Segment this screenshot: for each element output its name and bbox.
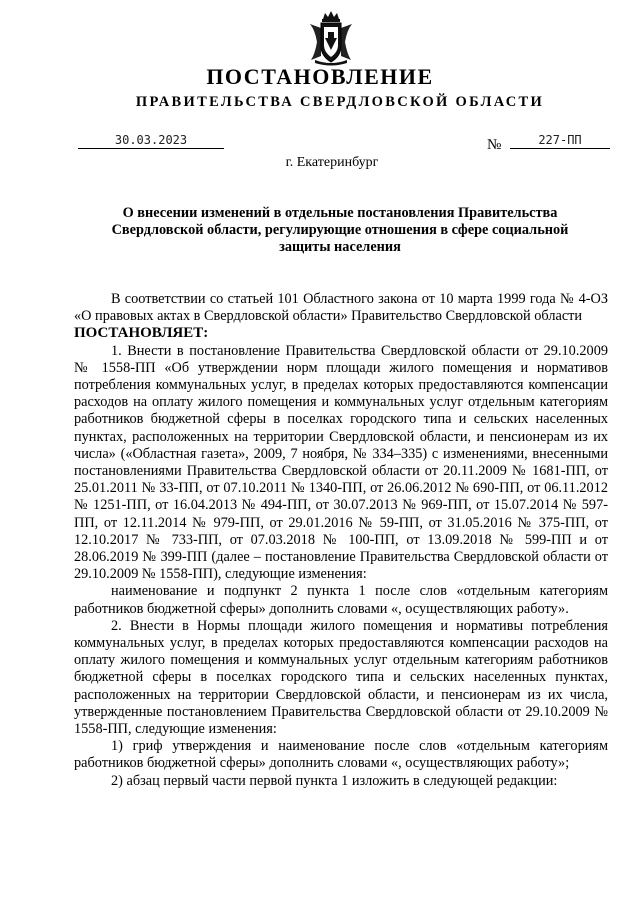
document-date: 30.03.2023 (78, 133, 224, 149)
paragraph-subitem-1: 1) гриф утверждения и наименование после слов «отдельным категориям работников бюджетной сферы» дополнить словами «, осуществляющих работу»; (74, 738, 608, 772)
document-heading: О внесении изменений в отдельные постановления Правительства Свердловской области, регулирующие отношения в сфере социальной защиты населения (111, 205, 569, 255)
document-number: 227-ПП (510, 133, 610, 149)
paragraph-item-2: 2. Внести в Нормы площади жилого помещения и нормативы потребления коммунальных услуг, в пределах которых предоставляются компенсации расходов на оплату жилого помещения и коммунальных услуг отдельным категориям работников бюджетной сферы в поселках городского типа и сельских населенных пунктах, расположенных на территории Свердловской области, и пенсионерам из их числа, утвержденные постановлением Правительства Свердловской области от 29.10.2009 № 1558-ПП, следующие изменения: (74, 617, 608, 738)
paragraph-preamble: В соответствии со статьей 101 Областного закона от 10 марта 1999 года № 4-ОЗ «О правовых актах в Свердловской области» Правительство Свердловской области (74, 291, 608, 325)
paragraph-item-1: 1. Внести в постановление Правительства Свердловской области от 29.10.2009 № 1558-ПП «Об утверждении норм площади жилого помещения и нормативов потребления коммунальных услуг, в пределах которых предоставляются компенсации расходов на оплату жилого помещения и коммунальных услуг отдельным категориям работников бюджетной сферы в поселках городского типа и сельских населенных пунктах, расположенных на территории Свердловской области, и пенсионерам из их числа» («Областная газета», 2009, 7 ноября, № 334–335) с изменениями, внесенными постановлениями Правительства Свердловской области от 20.11.2009 № 1681-ПП, от 25.01.2011 № 33-ПП, от 07.10.2011 № 1340-ПП, от 26.06.2012 № 690-ПП, от 06.11.2012 № 1251-ПП, от 16.04.2013 № 494-ПП, от 30.07.2013 № 969-ПП, от 15.07.2014 № 597-ПП, от 12.11.2014 № 979-ПП, от 29.01.2016 № 59-ПП, от 31.05.2016 № 375-ПП, от 12.10.2017 № 733-ПП, от 07.03.2018 № 100-ПП, от 13.09.2018 № 599-ПП и от 28.06.2019 № 399-ПП (далее – постановление Правительства Свердловской области от 29.10.2009 № 1558-ПП), следующие изменения: (74, 342, 608, 583)
decree-word: ПОСТАНОВЛЯЕТ: (74, 325, 209, 342)
paragraph-subitem-2: 2) абзац первый части первой пункта 1 изложить в следующей редакции: (111, 772, 558, 789)
document-title: ПОСТАНОВЛЕНИЕ (206, 64, 434, 89)
coat-of-arms-icon (307, 10, 355, 66)
document-body (74, 291, 608, 790)
document-city: г. Екатеринбург (285, 155, 379, 170)
number-sign: № (487, 137, 502, 153)
paragraph-item-1-change: наименование и подпункт 2 пункта 1 после слов «отдельным категориям работников бюджетной сферы» дополнить словами «, осуществляющих работу». (74, 583, 608, 617)
document-subtitle: ПРАВИТЕЛЬСТВА СВЕРДЛОВСКОЙ ОБЛАСТИ (135, 94, 545, 110)
